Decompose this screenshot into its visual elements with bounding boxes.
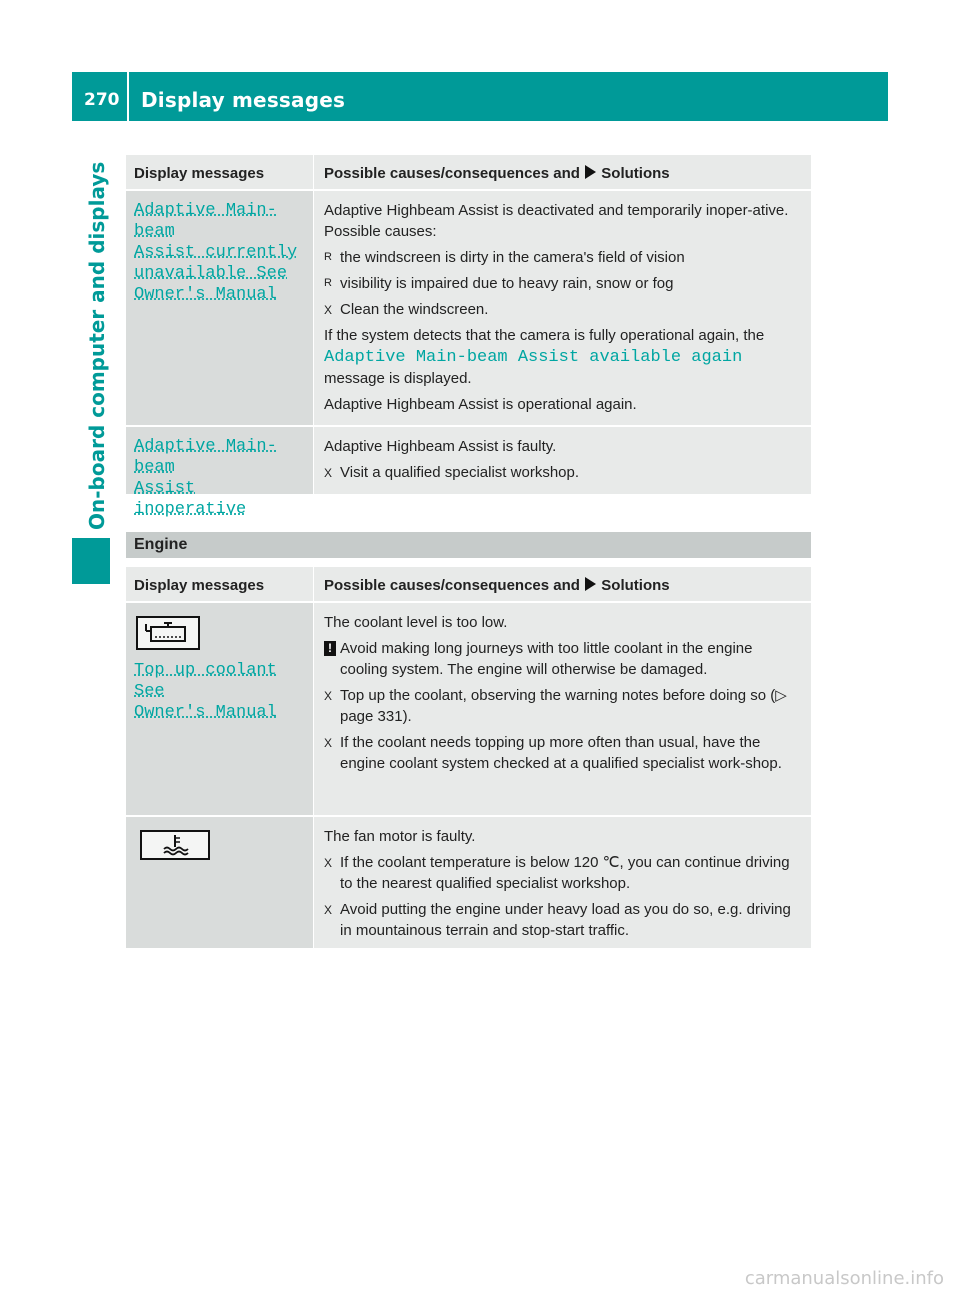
display-message-text: Adaptive Main-beam Assist inoperative <box>126 427 313 494</box>
list-item: R visibility is impaired due to heavy rain, snow or fog <box>324 275 674 292</box>
side-tab-marker <box>72 538 110 584</box>
table-header-row <box>126 567 811 601</box>
warning-note: ! Avoid making long journeys with too little coolant in the engine cooling system. The engine will otherwise be damaged. <box>324 638 803 680</box>
causes-solutions-cell: The coolant level is too low. ! Avoid making long journeys with too little coolant in the engine cooling system. The engine will otherwise be damaged. X Top up the coolant, observing the warning notes before doing so (▷ page 331). X If the coolant needs topping up more often than usual, have the engine coolant system checked at a qualified specialist work-shop. <box>314 603 811 815</box>
col-header-causes-solutions: Possible causes/consequences and Solutions <box>314 567 811 601</box>
action-item: X If the coolant needs topping up more often than usual, have the engine coolant system checked at a qualified specialist work-shop. <box>324 734 782 772</box>
page-number: 270 <box>84 90 120 110</box>
display-message-text: Adaptive Main-beam Assist currently unavailable See Owner's Manual <box>126 191 313 425</box>
table-row <box>126 427 811 519</box>
col-header-display-messages: Display messages <box>126 155 313 189</box>
table-header-row <box>126 155 811 189</box>
warning-icon: ! <box>324 641 336 656</box>
display-message-cell <box>126 817 313 948</box>
engine-messages-table <box>126 567 811 948</box>
table-row <box>126 817 811 948</box>
action-item: X Top up the coolant, observing the warning notes before doing so (▷ page 331). <box>324 687 787 725</box>
table-row <box>126 191 811 425</box>
causes-solutions-cell: The fan motor is faulty. X If the coolant temperature is below 120 ℃, you can continue driving to the nearest qualified specialist workshop. X Avoid putting the engine under heavy load as you do so, e.g. driving in mountainous terrain and stop-start traffic. <box>314 817 811 948</box>
col-header-display-messages: Display messages <box>126 567 313 601</box>
coolant-reservoir-icon <box>136 616 200 650</box>
causes-solutions-cell: Adaptive Highbeam Assist is deactivated and temporarily inoper-ative. Possible causes: R the windscreen is dirty in the camera's field of vision R visibility is impaired due to heavy rain, snow or fog X Clean the windscreen. If the system detects that the camera is fully operational again, the Adaptive Main-beam Assist available again message is displayed. Adaptive Highbeam Assist is operational again. <box>314 191 811 425</box>
coolant-temperature-icon <box>140 830 210 860</box>
action-item: X Clean the windscreen. <box>324 301 489 318</box>
solution-arrow-icon <box>585 577 596 591</box>
section-heading-engine: Engine <box>126 532 811 558</box>
solution-arrow-icon <box>585 165 596 179</box>
col-header-causes-solutions: Possible causes/consequences and Solutions <box>314 155 811 189</box>
page-title: Display messages <box>141 88 346 112</box>
display-message-cell <box>126 603 313 815</box>
side-section-label: On-board computer and displays <box>85 161 109 530</box>
display-message-text: Top up coolant See Owner's Manual <box>134 661 277 722</box>
display-messages-table <box>126 155 811 519</box>
action-item: X Visit a qualified specialist workshop. <box>324 464 580 481</box>
page-header <box>72 72 888 121</box>
header-divider <box>127 72 129 121</box>
table-row <box>126 603 811 815</box>
causes-solutions-cell: Adaptive Highbeam Assist is faulty. X Visit a qualified specialist workshop. <box>314 427 811 494</box>
action-item: X If the coolant temperature is below 120 ℃, you can continue driving to the nearest qualified specialist workshop. <box>324 854 790 892</box>
watermark: carmanualsonline.info <box>744 1268 944 1289</box>
action-item: X Avoid putting the engine under heavy load as you do so, e.g. driving in mountainous terrain and stop-start traffic. <box>324 901 791 939</box>
list-item: R the windscreen is dirty in the camera's field of vision <box>324 249 685 266</box>
